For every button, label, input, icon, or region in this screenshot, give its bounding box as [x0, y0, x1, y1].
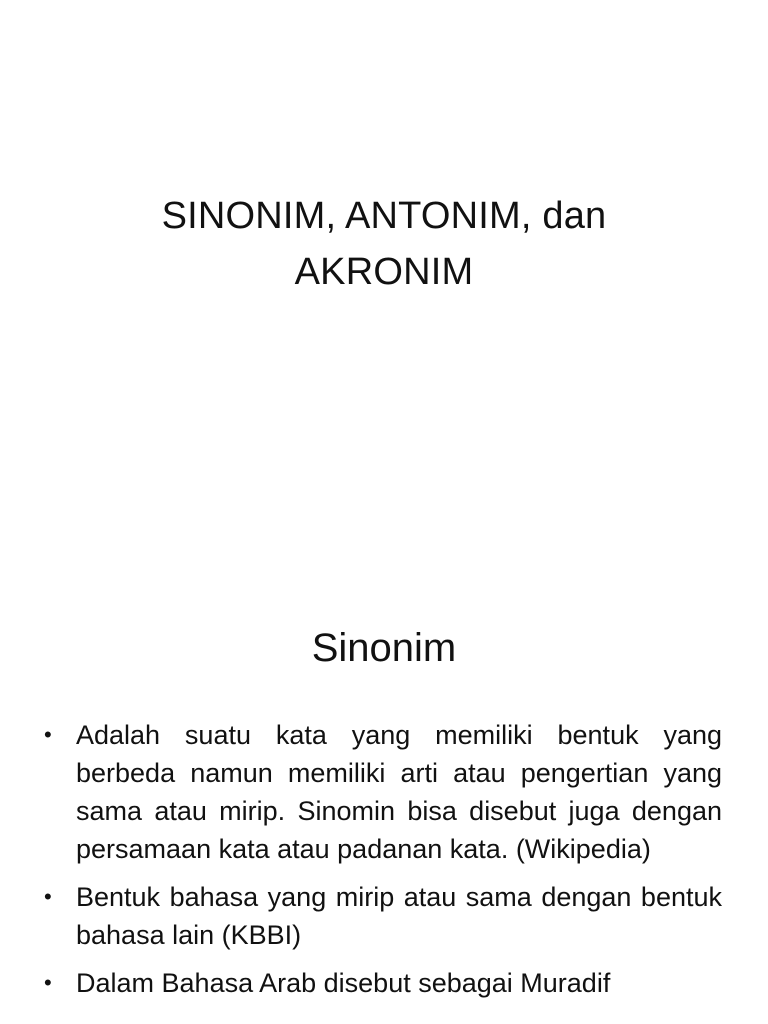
- bullet-text: Adalah suatu kata yang memiliki bentuk yang berbeda namun memiliki arti atau pengertian yang sama atau mirip. Sinomin bisa disebut juga dengan persamaan kata atau padanan kata. (Wikipedia): [76, 720, 722, 864]
- list-item: [44, 716, 722, 868]
- bullet-text: Bentuk bahasa yang mirip atau sama dengan bentuk bahasa lain (KBBI): [76, 882, 722, 950]
- list-item: [44, 964, 722, 1002]
- bullet-dot-icon: •: [44, 970, 52, 995]
- bullet-dot-icon: •: [44, 884, 52, 909]
- slide-title: [0, 188, 768, 300]
- slide-title-line-1: SINONIM, ANTONIM, dan: [161, 195, 607, 237]
- bullet-list: [44, 716, 722, 1012]
- section-heading: Sinonim: [311, 626, 457, 670]
- bullet-text: Dalam Bahasa Arab disebut sebagai Muradif: [76, 968, 611, 998]
- bullet-dot-icon: •: [44, 722, 52, 747]
- list-item: [44, 878, 722, 954]
- slide-title-line-2: AKRONIM: [294, 251, 474, 293]
